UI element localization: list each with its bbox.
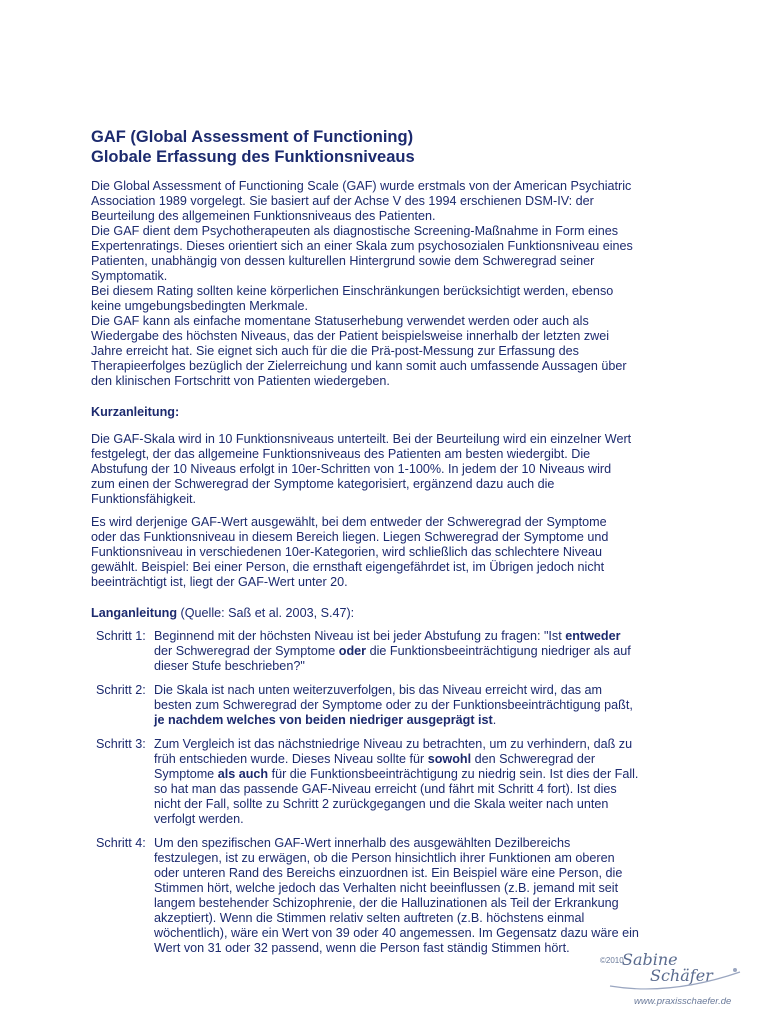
text-line: den klinischen Fortschritt von Patienten wiedergeben. (91, 374, 390, 388)
text-line: Association 1989 vorgelegt. Sie basiert auf der Achse V des 1994 erschienen DSM-IV: der (91, 194, 594, 208)
step-label: Schritt 2: (96, 683, 146, 697)
text-run: Symptome (154, 767, 218, 781)
text-line: Funktionsniveau in verschiedenen 10er-Kategorien, wird schließlich das schlechtere Niveau (91, 545, 603, 559)
text-line: gewählt. Beispiel: Bei einer Person, die ernsthaft eigengefährdet ist, im Übrigen jedoch nicht (91, 560, 605, 574)
text-run: festzulegen, ist zu erwägen, ob die Person hinsichtlich ihrer Funktionen am oberen (154, 851, 615, 865)
text-run: für die Funktionsbeeinträchtigung zu niedrig sein. Ist dies der Fall. (268, 767, 639, 781)
kurz-paragraph-1 (91, 432, 681, 507)
text-run: wöchentlich), wäre ein Wert von 39 oder 40 angemessen. Im Gegensatz dazu wäre ein (154, 926, 639, 940)
text-line: Die GAF kann als einfache momentane Statuserhebung verwendet werden oder auch als (91, 314, 589, 328)
text-run: so hat man das passende GAF-Niveau erreicht (und fährt mit Schritt 4 fort). Ist dies (154, 782, 617, 796)
text-line: Die GAF dient dem Psychotherapeuten als diagnostische Screening-Maßnahme in Form eines (91, 224, 619, 238)
text-line: oder das Funktionsniveau in diesem Bereich liegen. Liegen Schweregrad der Symptome und (91, 530, 609, 544)
text-run: Beginnend mit der höchsten Niveau ist bei jeder Abstufung zu fragen: "Ist (154, 629, 566, 643)
website-url[interactable]: www.praxisschaefer.de (634, 996, 732, 1007)
text-line: beeinträchtigt ist, liegt der GAF-Wert unter 20. (91, 575, 348, 589)
text-line: Jahre erreicht hat. Sie eignet sich auch für die die Prä-post-Messung zur Erfassung des (91, 344, 579, 358)
text-run: langem bestehender Schizophrenie, der die Halluzinationen als Teil der Erkrankung (154, 896, 619, 910)
text-line: Symptomatik. (91, 269, 168, 283)
text-line: Es wird derjenige GAF-Wert ausgewählt, bei dem entweder der Schweregrad der Symptome (91, 515, 607, 529)
step-2 (91, 683, 681, 728)
step-3 (91, 737, 681, 827)
step-label: Schritt 4: (96, 836, 146, 850)
page-title (91, 127, 681, 167)
text-line: Therapieerfolges bezüglich der Zielerreichung und kann somit auch umfassende Aussagen über (91, 359, 627, 373)
emphasis: sowohl (427, 752, 472, 766)
text-line: Funktionsfähigkeit. (91, 492, 197, 506)
text-line: Abstufung der 10 Niveaus erfolgt in 10er-Schritten von 1-100%. In jedem der 10 Niveaus wird (91, 462, 612, 476)
text-run: Wert von 31 oder 32 passend, wenn die Person fast ständig Stimmen hört. (154, 941, 570, 955)
text-line: Wiedergabe des höchsten Niveaus, das der Patient beispielsweise innerhalb der letzten zwei (91, 329, 610, 343)
text-run: Zum Vergleich ist das nächstniedrige Niveau zu betrachten, um zu verhindern, daß zu (154, 737, 633, 751)
emphasis: je nachdem welches von beiden niedriger ausgeprägt ist (154, 713, 493, 727)
emphasis: entweder (565, 629, 621, 643)
text-run: dieser Stufe beschrieben?" (154, 659, 305, 673)
step-text (154, 737, 681, 827)
text-run: der Schweregrad der Symptome (154, 644, 339, 658)
signature-first-name: Sabine (622, 950, 678, 969)
signature-last-name: Schäfer (650, 966, 713, 985)
step-label: Schritt 3: (96, 737, 146, 751)
langanleitung-title: Langanleitung (91, 606, 178, 620)
text-line: Patienten, unabhängig von dessen kulturellen Hintergrund sowie dem Schweregrad seiner (91, 254, 595, 268)
langanleitung-heading (91, 606, 681, 621)
copyright-text: ©2010 (600, 956, 624, 965)
step-4 (91, 836, 681, 956)
text-run: akzeptiert). Wenn die Stimmen relativ selten auftreten (z.B. höchstens einmal (154, 911, 585, 925)
langanleitung-source: (Quelle: Saß et al. 2003, S.47): (177, 606, 355, 620)
text-run: Die Skala ist nach unten weiterzuverfolgen, bis das Niveau erreicht wird, das am (154, 683, 602, 697)
step-label: Schritt 1: (96, 629, 146, 643)
text-line: festgelegt, der das allgemeine Funktionsniveaus des Patienten am besten wiedergibt. Die (91, 447, 591, 461)
text-line: Die Global Assessment of Functioning Scale (GAF) wurde erstmals von der American Psychiatric (91, 179, 632, 193)
text-run: verfolgt werden. (154, 812, 244, 826)
intro-paragraph (91, 179, 681, 389)
text-run: oder unteren Rand des Bereichs einzuordnen ist. Ein Beispiel wäre eine Person, die (154, 866, 623, 880)
emphasis: als auch (217, 767, 269, 781)
text-line: zum einen der Schweregrad der Symptome kategorisiert, ergänzend dazu auch die (91, 477, 555, 491)
text-line: Beurteilung des allgemeinen Funktionsniveaus des Patienten. (91, 209, 436, 223)
step-text (154, 683, 681, 728)
text-run: den Schweregrad der (471, 752, 596, 766)
text-line: Die GAF-Skala wird in 10 Funktionsniveaus unterteilt. Bei der Beurteilung wird ein einzelner Wert (91, 432, 632, 446)
text-run: Um den spezifischen GAF-Wert innerhalb des ausgewählten Dezilbereichs (154, 836, 571, 850)
text-line: Expertenratings. Dieses orientiert sich an einer Skala zum psychosozialen Funktionsniveau eines (91, 239, 633, 253)
text-run: . (492, 713, 497, 727)
text-run: die Funktionsbeeinträchtigung niedriger als auf (366, 644, 631, 658)
text-run: früh entschieden wurde. Dieses Niveau sollte für (154, 752, 428, 766)
step-text (154, 836, 681, 956)
kurzanleitung-heading: Kurzanleitung: (91, 405, 180, 419)
step-1 (91, 629, 681, 674)
title-line-1: GAF (Global Assessment of Functioning) (91, 128, 414, 146)
text-run: Stimmen hört, welche jedoch das Verhalten nicht beeinflussen (z.B. jemand mit seit (154, 881, 619, 895)
text-run: besten zum Schweregrad der Symptome oder zu der Funktionsbeeinträchtigung paßt, (154, 698, 633, 712)
signature-swoosh-icon (600, 950, 760, 1000)
document-page (91, 127, 681, 956)
text-line: Bei diesem Rating sollten keine körperlichen Einschränkungen berücksichtigt werden, ebenso (91, 284, 614, 298)
kurz-paragraph-2 (91, 515, 681, 590)
step-text (154, 629, 681, 674)
title-line-2: Globale Erfassung des Funktionsniveaus (91, 148, 415, 166)
text-line: keine umgebungsbedingten Merkmale. (91, 299, 309, 313)
text-run: nicht der Fall, sollte zu Schritt 2 zurückgegangen und die Skala weiter nach unten (154, 797, 609, 811)
emphasis: oder (338, 644, 367, 658)
footer-signature (600, 950, 760, 1010)
